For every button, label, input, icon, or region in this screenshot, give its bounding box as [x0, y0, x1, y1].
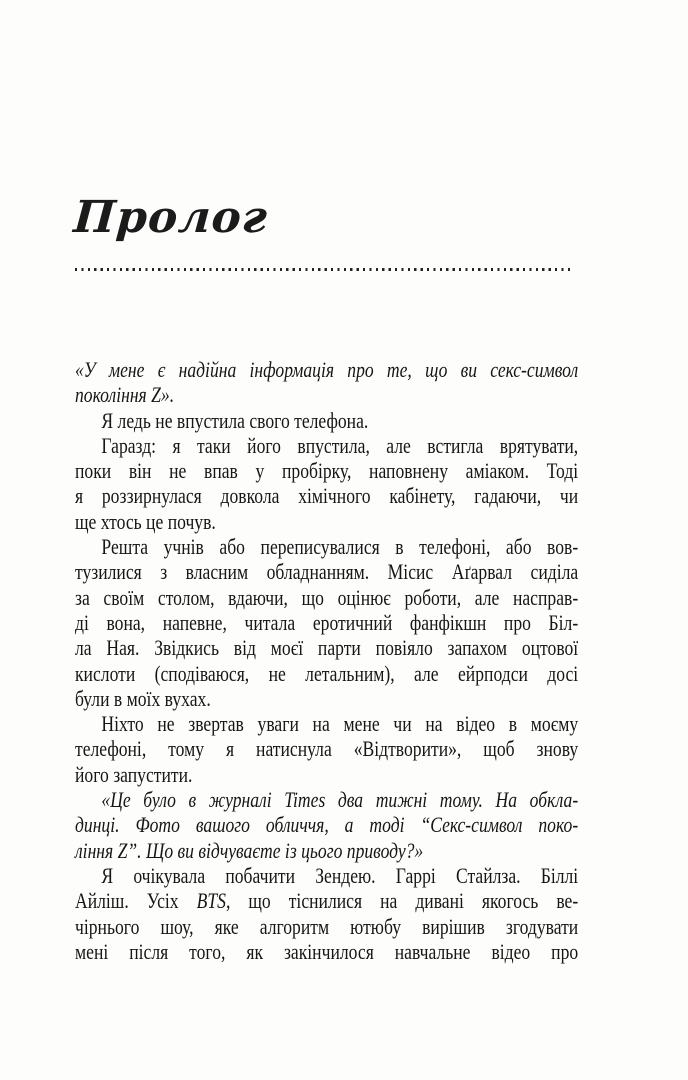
body-line: «У мене є надійна інформація про те, що ви секс-символ: [75, 357, 579, 382]
body-line: ління Z”. Що ви відчуваєте із цього приводу?»: [75, 837, 424, 863]
body-line: кислоти (сподіваюся, не летальним), але ейрподси досі: [75, 660, 579, 686]
body-line: тузилися з власним обладнанням. Місис Аґарвал сиділа: [75, 559, 579, 585]
body-line-segment: , що тіснилися на дивані якогось ве-: [225, 888, 579, 914]
body-line: поки він не впав у пробірку, наповнену аміаком. Тоді: [75, 458, 579, 484]
body-line: Я ледь не впустила свого телефона.: [101, 407, 369, 433]
body-line: динці. Фото вашого обличчя, а тоді “Секс-символ поко-: [75, 812, 579, 838]
body-line: «Це було в журналі Times два тижні тому. На обкла-: [101, 787, 579, 813]
body-line: ще хтось це почув.: [75, 508, 216, 534]
body-line: Гаразд: я таки його впустила, але встигла врятувати,: [101, 432, 579, 458]
body-line: його запустити.: [75, 761, 193, 787]
body-line: Ніхто не звертав уваги на мене чи на відео в моєму: [101, 711, 579, 737]
body-text: [75, 357, 578, 964]
body-line: я роззирнулася довкола хімічного кабінету, гадаючи, чи: [75, 483, 579, 509]
body-line: мені після того, як закінчилося навчальне відео про: [75, 938, 579, 964]
body-line: ла Ная. Звідкись від моєї парти повіяло запахом оцтової: [75, 635, 579, 661]
body-line: були в моїх вухах.: [75, 685, 211, 711]
body-line: за своїм столом, вдаючи, що оцінює роботи, але насправ-: [75, 584, 579, 610]
body-line: чірнього шоу, яке алгоритм ютюбу вирішив згодувати: [75, 913, 579, 939]
body-line: [75, 888, 578, 913]
dotted-divider: [75, 268, 573, 271]
body-line-segment: Айліш. Усіх: [75, 888, 197, 914]
body-line: покоління Z».: [75, 382, 175, 408]
body-line-segment-italic: BTS: [196, 888, 226, 914]
chapter-heading: Пролог: [71, 192, 270, 243]
body-line: ді вона, напевне, читала еротичний фанфікшн про Біл-: [75, 609, 579, 635]
body-line: Я очікувала побачити Зендею. Гаррі Стайлза. Біллі: [101, 862, 579, 888]
body-line: телефоні, тому я натиснула «Відтворити», щоб знову: [75, 736, 579, 762]
body-line: Решта учнів або переписувалися в телефоні, або вов-: [101, 534, 579, 560]
